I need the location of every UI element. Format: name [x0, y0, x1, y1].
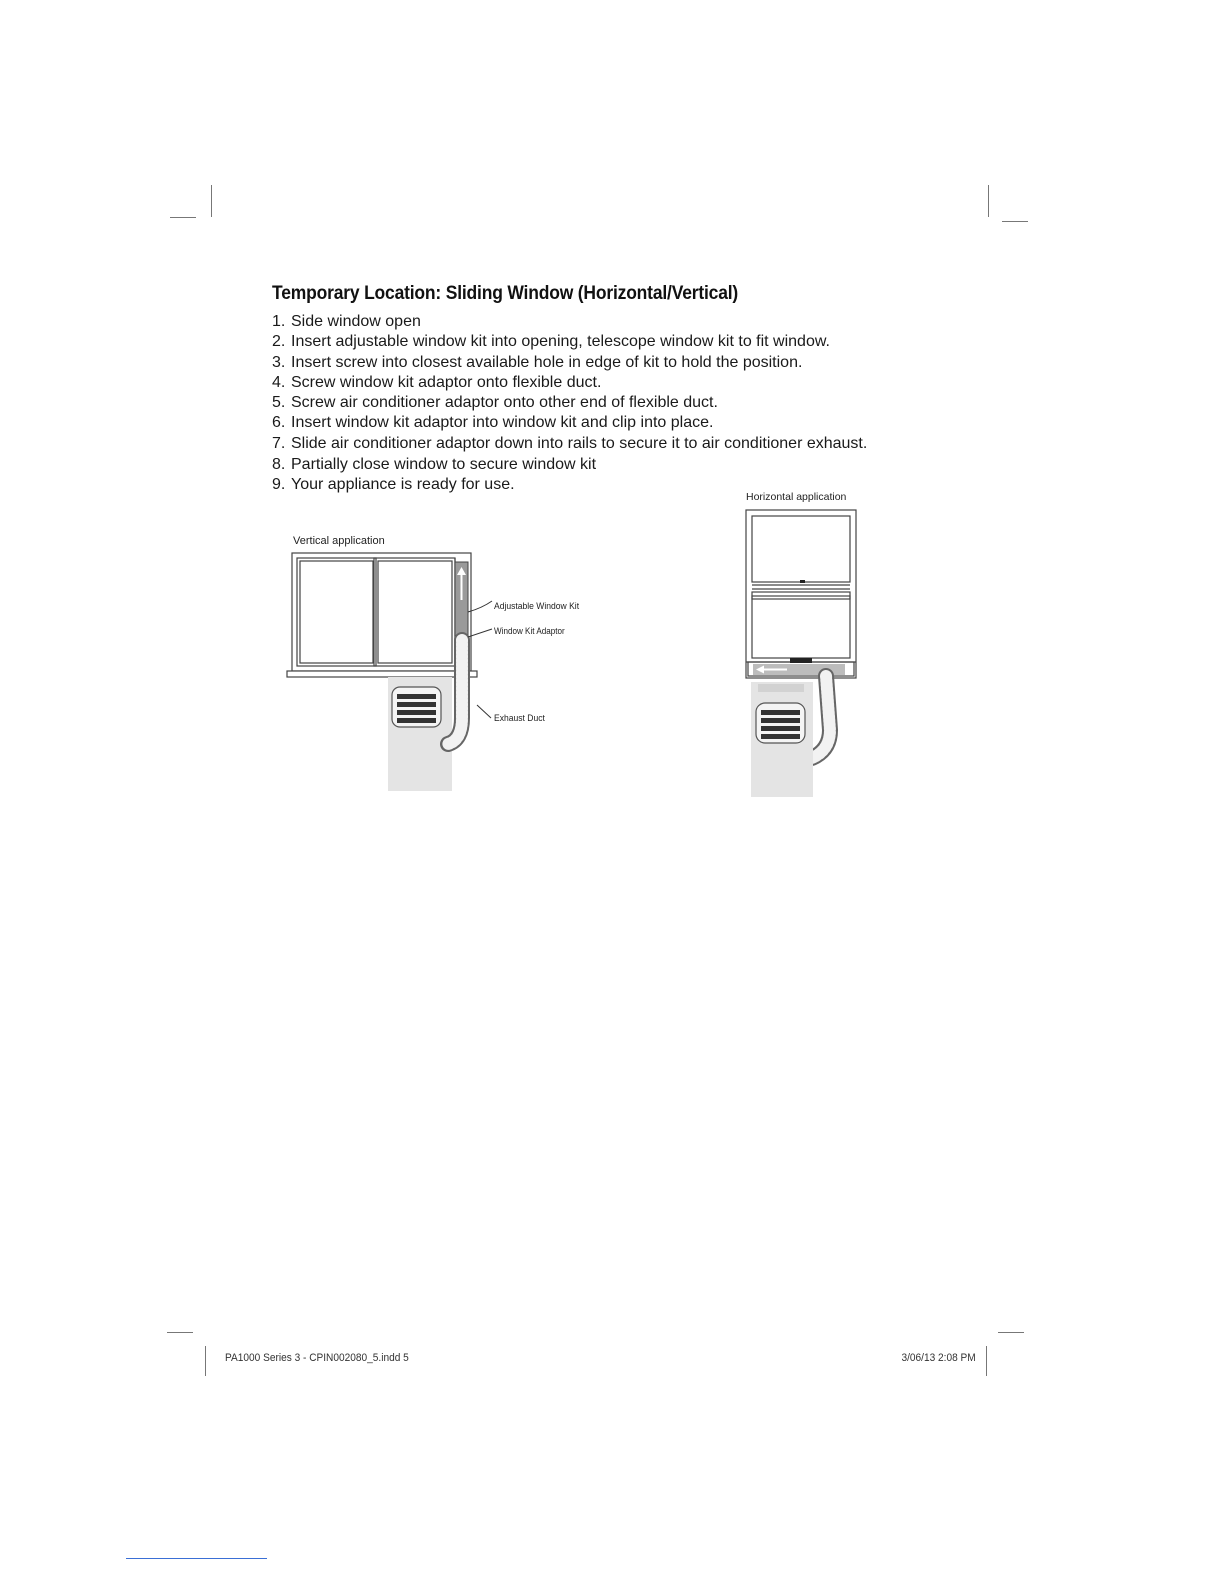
- horizontal-exhaust-duct: [812, 676, 830, 758]
- step-item: 7. Slide air conditioner adaptor down into rails to secure it to air conditioner exhaust.: [272, 434, 868, 452]
- step-item: 4. Screw window kit adaptor onto flexible duct.: [272, 373, 602, 391]
- horizontal-ac-unit: [751, 682, 813, 797]
- footer-timestamp: 3/06/13 2:08 PM: [901, 1352, 976, 1364]
- vertical-window-illustration: [287, 553, 477, 677]
- page-title: Temporary Location: Sliding Window (Horizontal/Vertical): [272, 283, 739, 304]
- horizontal-window-latch-icon: [800, 580, 805, 583]
- footer-file-info: PA1000 Series 3 - CPIN002080_5.indd 5: [225, 1352, 409, 1364]
- adjustable-window-kit: [455, 562, 468, 640]
- vertical-ac-unit: [388, 677, 452, 791]
- step-item: 5. Screw air conditioner adaptor onto other end of flexible duct.: [272, 394, 718, 412]
- step-item: 9. Your appliance is ready for use.: [272, 475, 515, 493]
- step-item: 2. Insert adjustable window kit into opening, telescope window kit to fit window.: [272, 333, 830, 351]
- callout-window-kit-adaptor: Window Kit Adaptor: [494, 626, 565, 636]
- callout-exhaust-duct: Exhaust Duct: [494, 713, 545, 724]
- horizontal-window-illustration: [746, 510, 856, 678]
- step-item: 6. Insert window kit adaptor into window kit and clip into place.: [272, 414, 714, 432]
- vertical-application-label: Vertical application: [293, 535, 385, 547]
- vertical-leader-lines: [468, 601, 492, 718]
- horizontal-application-label: Horizontal application: [746, 491, 847, 503]
- step-item: 1. Side window open: [272, 313, 421, 330]
- callout-adjustable-window-kit: Adjustable Window Kit: [494, 601, 580, 612]
- step-item: 8. Partially close window to secure window kit: [272, 455, 597, 473]
- step-item: 3. Insert screw into closest available hole in edge of kit to hold the position.: [272, 353, 803, 371]
